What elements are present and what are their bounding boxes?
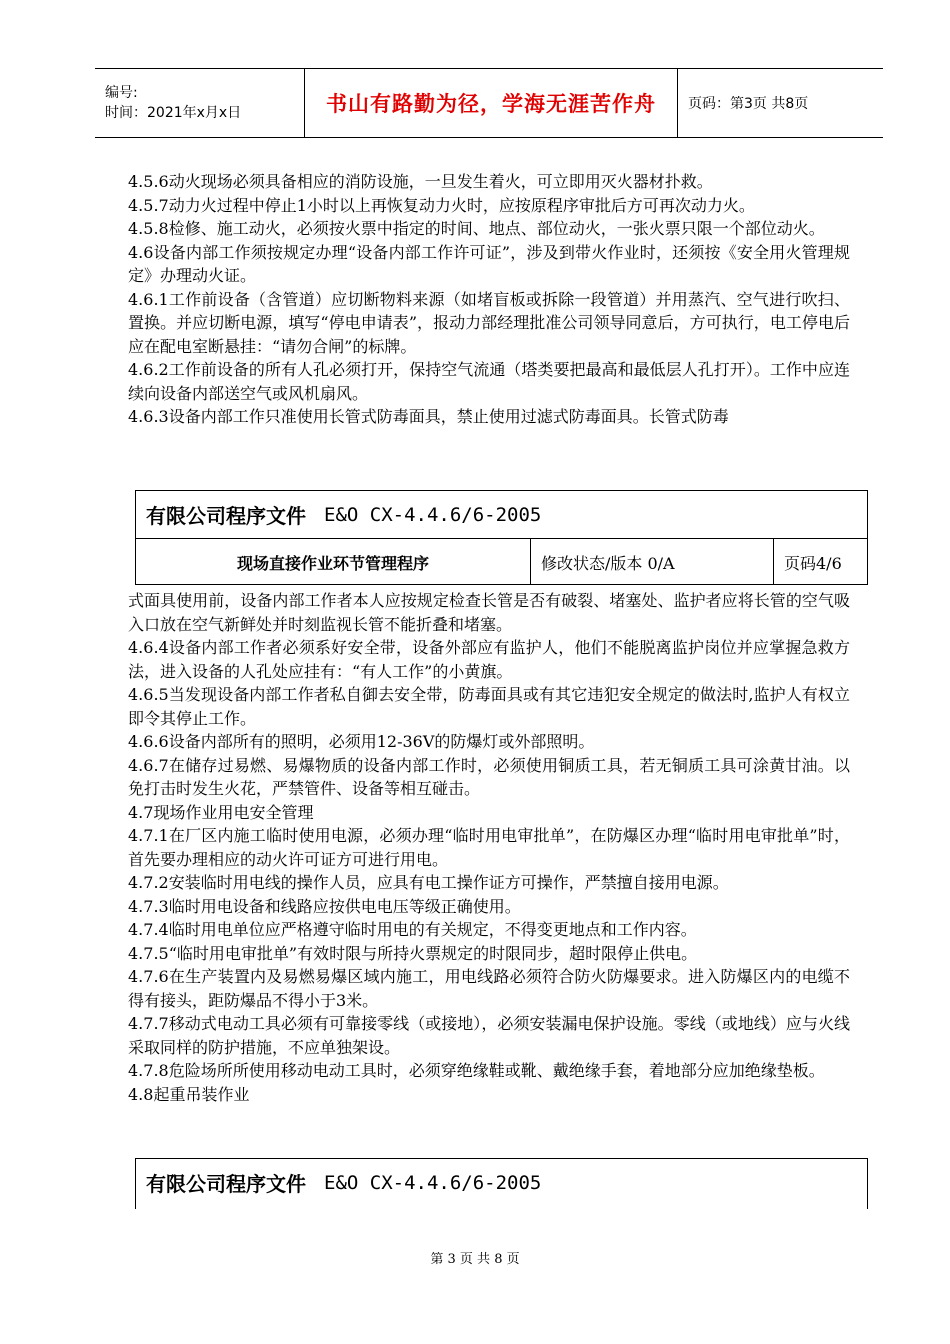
paragraph: 4.7.8危险场所所使用移动电动工具时，必须穿绝缘鞋或靴、戴绝缘手套，着地部分应加绝缘垫板。 — [128, 1061, 825, 1080]
paragraph: 4.7.5“临时用电审批单”有效时限与所持火票规定的时限同步，超时限停止供电。 — [128, 943, 698, 963]
document-title-row — [136, 491, 867, 538]
paragraph: 4.5.7动力火过程中停止1小时以上再恢复动力火时，应按原程序审批后方可再次动力火。 — [128, 195, 755, 215]
paragraph: 4.6.5当发现设备内部工作者私自御去安全带，防毒面具或有其它违犯安全规定的做法时,监护人有权立即令其停止工作。 — [128, 685, 850, 728]
document-info-row — [136, 538, 867, 585]
paragraph: 4.7现场作业用电安全管理 — [128, 802, 314, 822]
company-doc-title: 有限公司程序文件 — [146, 1172, 306, 1196]
body-text-block-1 — [128, 170, 850, 429]
paragraph: 4.6.6设备内部所有的照明，必须用12-36V的防爆灯或外部照明。 — [128, 732, 595, 751]
document-code: E&O CX-4.4.6/6-2005 — [324, 1171, 542, 1194]
paragraph: 4.8起重吊装作业 — [128, 1084, 250, 1104]
paragraph: 式面具使用前，设备内部工作者本人应按规定检查长管是否有破裂、堵塞处、监护者应将长管的空气吸入口放在空气新鲜处并时刻监视长管不能折叠和堵塞。 — [128, 591, 850, 634]
document-page-number: 页码4/6 — [784, 553, 842, 573]
document-title-row — [136, 1159, 867, 1206]
header-meta — [95, 69, 305, 137]
paragraph: 4.6.1工作前设备（含管道）应切断物料来源（如堵盲板或拆除一段管道）并用蒸汽、空气进行吹扫、置换。并应切断电源，填写“停电申请表”，报动力部经理批准公司领导同意后，方可执行，电工停电后应在配电室断悬挂：“请勿合闸”的标牌。 — [128, 289, 850, 356]
body-text-block-2 — [128, 589, 850, 1106]
paragraph: 4.6设备内部工作须按规定办理“设备内部工作许可证”，涉及到带火作业时，还须按《安全用火管理规定》办理动火证。 — [128, 242, 850, 285]
document-code: E&O CX-4.4.6/6-2005 — [324, 503, 542, 526]
time-label: 时间：2021年x月x日 — [105, 105, 242, 121]
paragraph: 4.7.6在生产装置内及易燃易爆区域内施工，用电线路必须符合防火防爆要求。进入防爆区内的电缆不得有接头，距防爆品不得小于3米。 — [128, 967, 850, 1010]
paragraph: 4.6.2工作前设备的所有人孔必须打开，保持空气流通（塔类要把最高和最低层人孔打开）。工作中应连续向设备内部送空气或风机扇风。 — [128, 360, 850, 403]
revision-status: 修改状态/版本 0/A — [531, 539, 774, 585]
paragraph: 4.7.3临时用电设备和线路应按供电电压等级正确使用。 — [128, 896, 521, 916]
paragraph: 4.6.7在储存过易燃、易爆物质的设备内部工作时，必须使用铜质工具，若无铜质工具可涂黄甘油。以免打击时发生火花，严禁管件、设备等相互碰击。 — [128, 755, 850, 798]
page-footer: 第 3 页 共 8 页 — [430, 1252, 520, 1267]
document-header-table — [135, 490, 868, 585]
procedure-name: 现场直接作业环节管理程序 — [136, 539, 531, 585]
paragraph: 4.7.4临时用电单位应严格遵守临时用电的有关规定，不得变更地点和工作内容。 — [128, 920, 697, 939]
paragraph: 4.6.4设备内部工作者必须系好安全带，设备外部应有监护人，他们不能脱离监护岗位并应掌握急救方法，进入设备的人孔处应挂有：“有人工作”的小黄旗。 — [128, 638, 850, 681]
header-slogan: 书山有路勤为径，学海无涯苦作舟 — [305, 69, 678, 137]
company-doc-title: 有限公司程序文件 — [146, 504, 306, 528]
document-header-table — [135, 1158, 868, 1209]
code-label: 编号: — [105, 85, 138, 101]
paragraph: 4.5.6动火现场必须具备相应的消防设施，一旦发生着火，可立即用灭火器材扑救。 — [128, 172, 713, 191]
paragraph: 4.7.2安装临时用电线的操作人员，应具有电工操作证方可操作，严禁擅自接用电源。 — [128, 873, 729, 892]
page-header — [95, 68, 883, 138]
paragraph: 4.7.1在厂区内施工临时使用电源，必须办理“临时用电审批单”，在防爆区办理“临时用电审批单”时，首先要办理相应的动火许可证方可进行用电。 — [128, 826, 850, 869]
paragraph: 4.6.3设备内部工作只准使用长管式防毒面具，禁止使用过滤式防毒面具。长管式防毒 — [128, 407, 729, 426]
header-page-info: 页码：第3页 共8页 — [688, 96, 809, 112]
paragraph: 4.5.8检修、施工动火，必须按火票中指定的时间、地点、部位动火，一张火票只限一个部位动火。 — [128, 219, 825, 238]
paragraph: 4.7.7移动式电动工具必须有可靠接零线（或接地），必须安装漏电保护设施。零线（或地线）应与火线采取同样的防护措施，不应单独架设。 — [128, 1014, 850, 1057]
